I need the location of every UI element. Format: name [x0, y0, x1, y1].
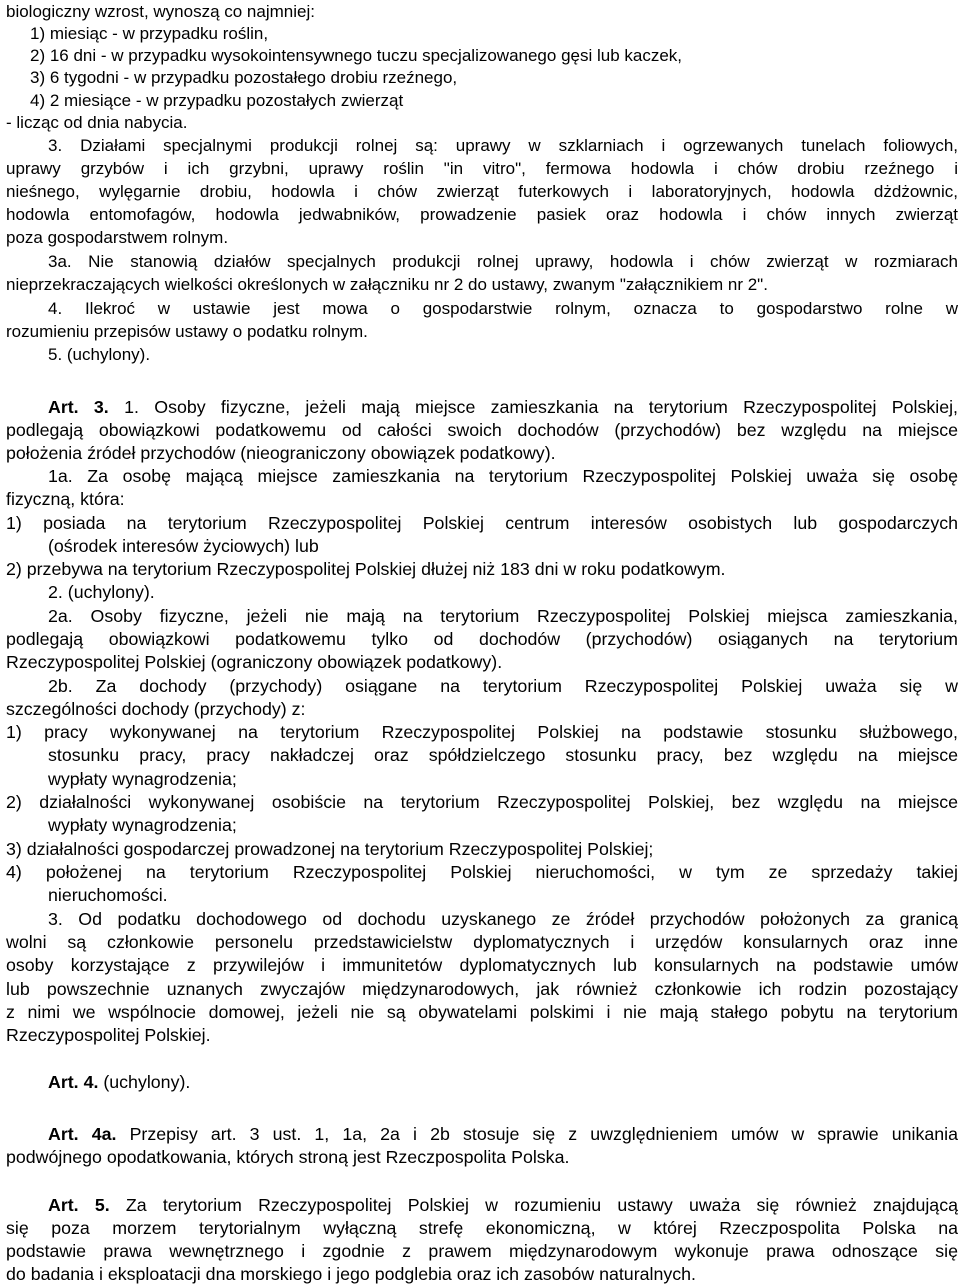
paragraph-number: 2b. [48, 676, 73, 696]
article-label: Art. 4. [48, 1072, 99, 1092]
list-item: 2) przebywa na terytorium Rzeczypospolitej Polskiej dłużej niż 183 dni w roku podatkowym. [6, 559, 726, 579]
paragraph-number: 3. [48, 909, 63, 929]
paragraph-line: 5. (uchylony). [48, 345, 151, 364]
article-line: Art. 4. (uchylony). [48, 1072, 191, 1092]
list-item: 1) posiada na terytorium Rzeczypospolitej Polskiej centrum interesów osobistych lub gospodarczych [6, 513, 958, 533]
paragraph-line: 4. Ilekroć w ustawie jest mowa o gospodarstwie rolnym, oznacza to gospodarstwo rolne w [48, 299, 958, 318]
paragraph-number: 3a. [48, 252, 72, 271]
list-item: 1) pracy wykonywanej na terytorium Rzeczypospolitej Polskiej na podstawie stosunku służbowego, [6, 722, 958, 742]
paragraph-line: się poza morzem terytorialnym wyłączną strefę ekonomiczną, w której Rzeczpospolita Polska na [6, 1218, 958, 1238]
paragraph-line: uprawy grzybów i ich grzybni, uprawy roślin "in vitro", fermowa hodowla i chów drobiu rzeźnego i [6, 159, 958, 178]
paragraph-number: 1. [124, 397, 139, 417]
list-item: (ośrodek interesów życiowych) lub [48, 536, 319, 556]
list-item: 2) 16 dni - w przypadku wysokointensywnego tuczu specjalizowanego gęsi lub kaczek, [30, 46, 683, 65]
paragraph-line: lub powszechnie uznanych zwyczajów międzynarodowych, jak również członkowie ich rodzin pozostający [6, 979, 958, 999]
list-item: wypłaty wynagrodzenia; [48, 815, 237, 835]
paragraph-line: wolni są członkowie personelu przedstawicielstw dyplomatycznych i urzędów konsularnych oraz inne [6, 932, 958, 952]
paragraph-line: nieprzekraczających wielkości określonych w załączniku nr 2 do ustawy, zwanym "załącznikiem nr 2". [6, 275, 768, 294]
paragraph-line: osoby korzystające z przywilejów i immunitetów dyplomatycznych lub konsularnych na podstawie umów [6, 955, 958, 975]
paragraph-number: 4. [48, 299, 63, 318]
list-item: 2) działalności wykonywanej osobiście na terytorium Rzeczypospolitej Polskiej, bez względu na miejsce [6, 792, 958, 812]
paragraph-number: 1a. [48, 466, 73, 486]
article-line: Art. 5. Za terytorium Rzeczypospolitej Polskiej w rozumieniu ustawy uważa się również znajdującą [48, 1195, 958, 1215]
paragraph-line: podstawie prawa wewnętrznego i zgodnie z prawem międzynarodowym wykonuje prawa odnoszące się [6, 1241, 958, 1261]
paragraph-line: podlegają obowiązkowi podatkowemu od całości swoich dochodów (przychodów) bez względu na miejsce [6, 420, 958, 440]
list-item: 4) 2 miesiące - w przypadku pozostałych zwierząt [30, 91, 404, 110]
list-item: stosunku pracy, pracy nakładczej oraz spółdzielczego stosunku pracy, bez względu na miejsce [48, 745, 958, 765]
paragraph-line: 3. Od podatku dochodowego od dochodu uzyskanego ze źródeł przychodów położonych za granicą [48, 909, 958, 929]
list-item: wypłaty wynagrodzenia; [48, 769, 237, 789]
paragraph-line: podlegają obowiązkowi podatkowemu tylko od dochodów (przychodów) osiąganych na terytorium [6, 629, 958, 649]
paragraph-line: 3. Działami specjalnymi produkcji rolnej są: uprawy w szklarniach i ogrzewanych tunelach foliowych, [48, 136, 958, 155]
paragraph-line: Rzeczypospolitej Polskiej. [6, 1025, 211, 1045]
paragraph-line: do badania i eksploatacji dna morskiego i jego podglebia oraz ich zasobów naturalnych. [6, 1264, 696, 1284]
paragraph-line: nieśnego, wylęgarnie drobiu, hodowla i chów zwierząt futerkowych i laboratoryjnych, hodowla dżdżownic, [6, 182, 958, 201]
text-line: - licząc od dnia nabycia. [6, 113, 188, 132]
paragraph-line: 2b. Za dochody (przychody) osiągane na terytorium Rzeczypospolitej Polskiej uważa się w [48, 676, 958, 696]
article-line: Art. 3. 1. Osoby fizyczne, jeżeli mają miejsce zamieszkania na terytorium Rzeczypospolitej Polskiej, [48, 397, 958, 417]
paragraph-line: z nimi we wspólnocie domowej, jeżeli nie są obywatelami polskimi i nie mają stałego pobytu na terytorium [6, 1002, 958, 1022]
list-item: 3) 6 tygodni - w przypadku pozostałego drobiu rzeźnego, [30, 68, 458, 87]
list-item: nieruchomości. [48, 885, 168, 905]
article-label: Art. 3. [48, 397, 109, 417]
paragraph-line: 2. (uchylony). [48, 582, 155, 602]
paragraph-line: podwójnego opodatkowania, których stroną jest Rzeczpospolita Polska. [6, 1147, 570, 1167]
list-item: 1) miesiąc - w przypadku roślin, [30, 24, 269, 43]
list-item: 4) położenej na terytorium Rzeczypospolitej Polskiej nieruchomości, w tym ze sprzedaży takiej [6, 862, 958, 882]
paragraph-line: 3a. Nie stanowią działów specjalnych produkcji rolnej uprawy, hodowla i chów zwierząt w rozmiarach [48, 252, 958, 271]
paragraph-number: 3. [48, 136, 63, 155]
paragraph-line: rozumieniu przepisów ustawy o podatku rolnym. [6, 322, 368, 341]
article-line: Art. 4a. Przepisy art. 3 ust. 1, 1a, 2a i 2b stosuje się z uwzględnieniem umów w sprawie unikania [48, 1124, 958, 1144]
paragraph-line: położenia źródeł przychodów (nieograniczony obowiązek podatkowy). [6, 443, 556, 463]
paragraph-line: 1a. Za osobę mającą miejsce zamieszkania na terytorium Rzeczypospolitej Polskiej uważa się osobę [48, 466, 958, 486]
article-label: Art. 4a. [48, 1124, 117, 1144]
paragraph-line: hodowla entomofagów, hodowla jedwabników, prowadzenie pasiek oraz hodowla i chów innych zwierząt [6, 205, 958, 224]
paragraph-line: 2a. Osoby fizyczne, jeżeli nie mają na terytorium Rzeczypospolitej Polskiej miejsca zamieszkania, [48, 606, 958, 626]
article-label: Art. 5. [48, 1195, 110, 1215]
paragraph-line: Rzeczypospolitej Polskiej (ograniczony obowiązek podatkowy). [6, 652, 503, 672]
paragraph-line: fizyczną, która: [6, 489, 125, 509]
list-item: 3) działalności gospodarczej prowadzonej na terytorium Rzeczypospolitej Polskiej; [6, 839, 654, 859]
paragraph-line: szczególności dochody (przychody) z: [6, 699, 306, 719]
paragraph-line: poza gospodarstwem rolnym. [6, 228, 229, 247]
text-line: biologiczny wzrost, wynoszą co najmniej: [6, 2, 315, 21]
paragraph-number: 2a. [48, 606, 73, 626]
